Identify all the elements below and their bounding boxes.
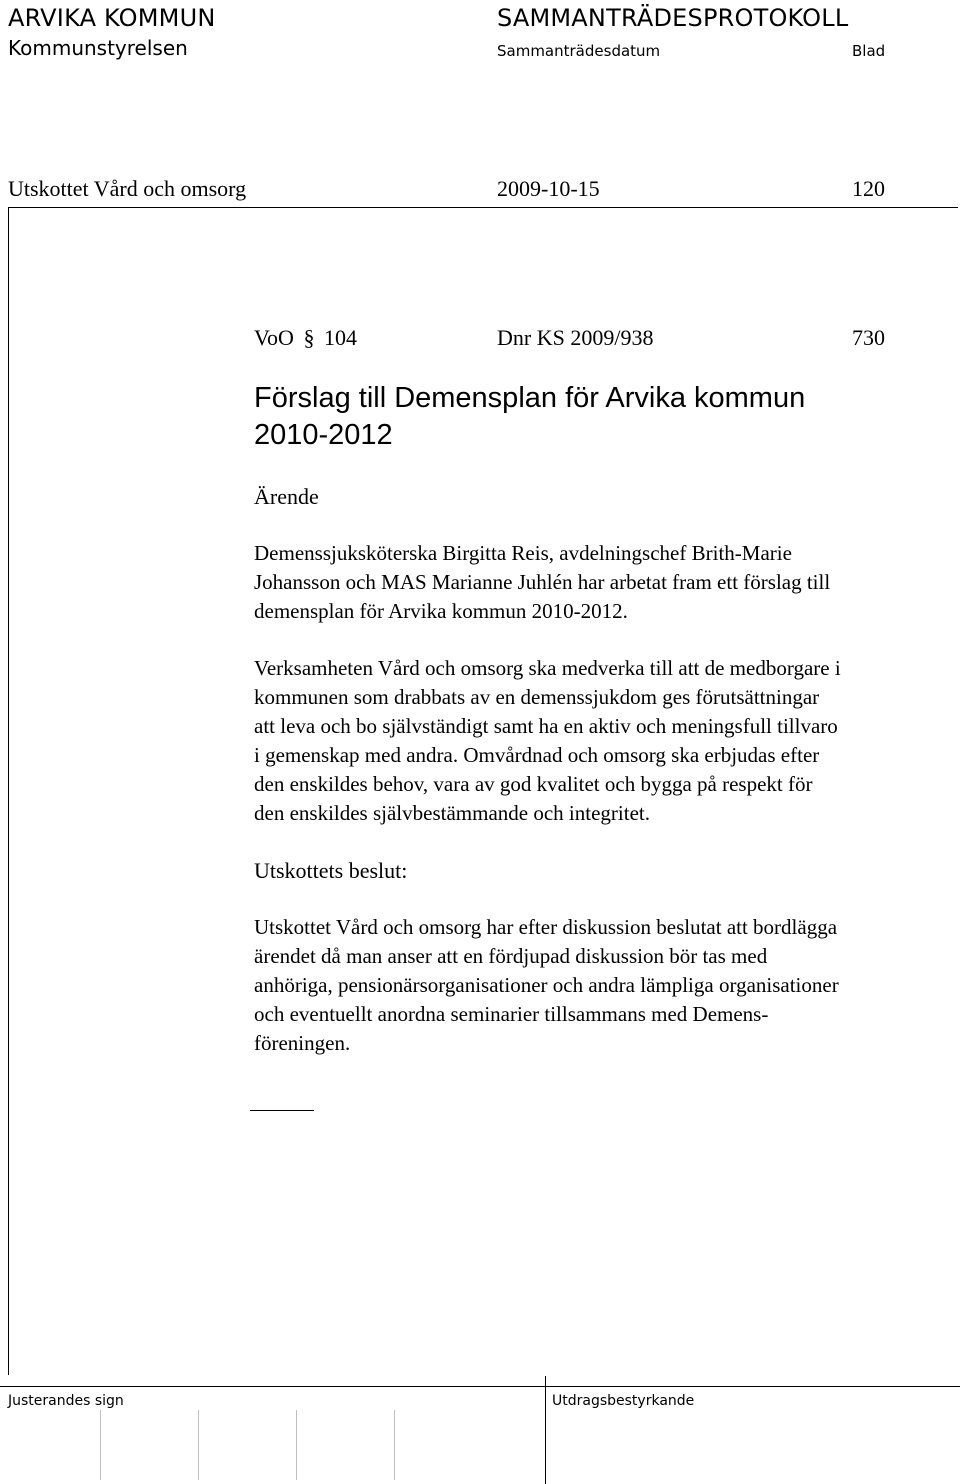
meeting-date-label: Sammanträdesdatum	[497, 42, 661, 60]
document-type: SAMMANTRÄDESPROTOKOLL	[497, 4, 849, 32]
end-mark-line	[250, 1110, 314, 1111]
left-margin-rule	[8, 207, 9, 1375]
extract-certification-label: Utdragsbestyrkande	[552, 1393, 695, 1409]
signature-box-divider	[296, 1410, 297, 1480]
case-title: Förslag till Demensplan för Arvika kommun 2010-2012	[254, 382, 806, 451]
case-code: 730	[852, 325, 885, 350]
meeting-date: 2009-10-15	[497, 176, 600, 201]
decision-heading: Utskottets beslut:	[254, 858, 408, 883]
signature-box-divider	[394, 1410, 395, 1480]
footer-column-divider	[545, 1376, 546, 1484]
footer-divider	[0, 1386, 960, 1387]
page-number: 120	[852, 176, 885, 201]
committee-name: Utskottet Vård och omsorg	[8, 176, 247, 201]
signature-box-divider	[198, 1410, 199, 1480]
arende-paragraph-1: Demenssjuksköterska Birgitta Reis, avdelningschef Brith-Marie Johansson och MAS Marianne Juhlén har arbetat fram ett förslag till demensplan för Arvika kommun 2010-2012.	[254, 541, 831, 623]
organization-name: ARVIKA KOMMUN	[8, 4, 216, 32]
arende-paragraph-2: Verksamheten Vård och omsorg ska medverka till att de medborgare i kommunen som drabbats av en demenssjukdom ges förutsättningar att leva och bo självständigt samt ha en aktiv och meningsfull tillvaro i gemenskap med andra. Omvårdnad och omsorg ska erbjudas efter den enskildes behov, vara av god kvalitet och bygga på respekt för den enskildes självbestämmande och integritet.	[254, 656, 841, 825]
department-name: Kommunstyrelsen	[8, 36, 188, 60]
signature-label: Justerandes sign	[8, 1393, 124, 1409]
meta-divider	[8, 207, 958, 208]
case-number: VoO § 104	[254, 325, 357, 350]
diary-number: Dnr KS 2009/938	[497, 325, 654, 350]
decision-paragraph: Utskottet Vård och omsorg har efter diskussion beslutat att bordlägga ärendet då man anser att en fördjupad diskussion bör tas med anhöriga, pensionärsorganisationer och andra lämpliga organisationer och eventuellt anordna seminarier tillsammans med Demens- föreningen.	[254, 915, 839, 1055]
page-label: Blad	[852, 42, 886, 60]
arende-heading: Ärende	[254, 484, 319, 509]
signature-box-divider	[100, 1410, 101, 1480]
